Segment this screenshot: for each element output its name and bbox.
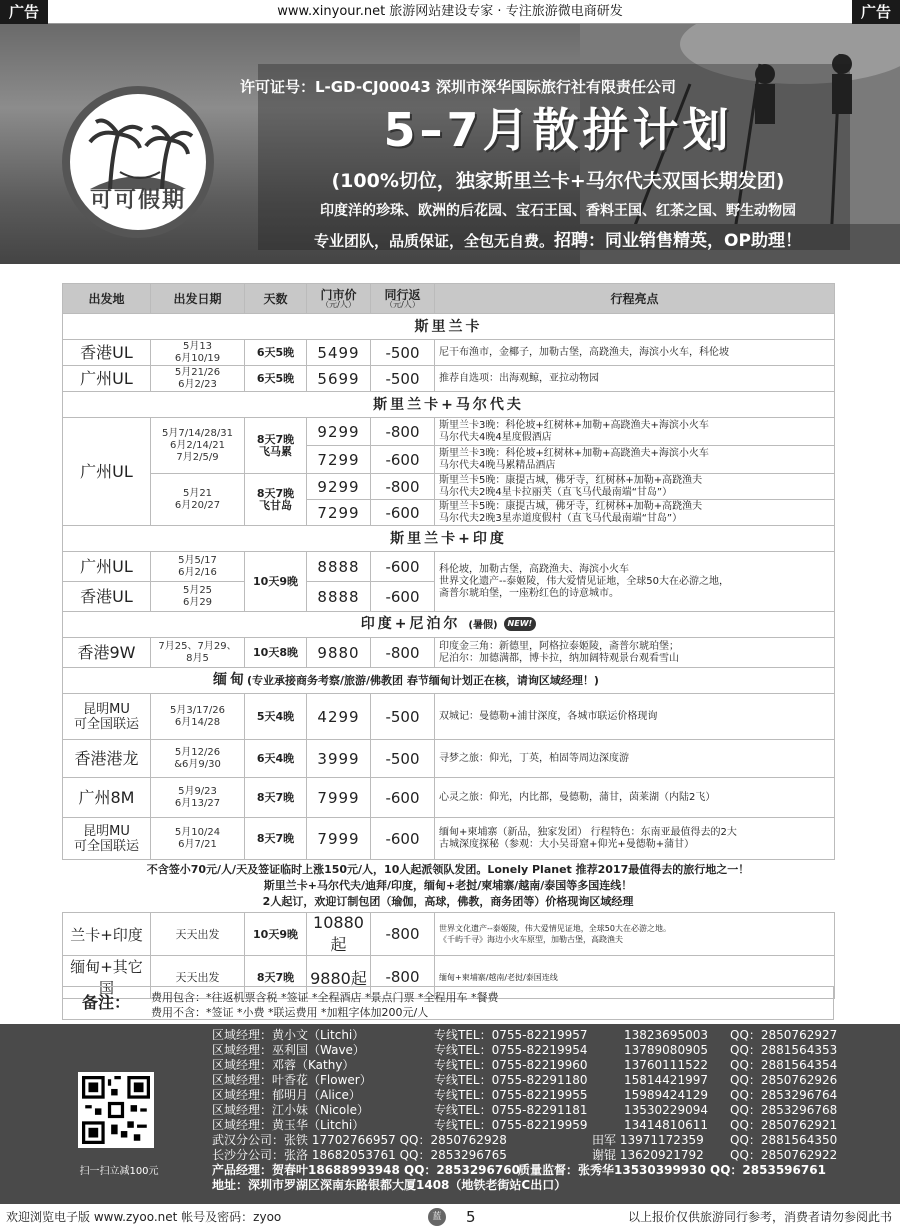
- retail-price: 7999: [307, 818, 371, 860]
- note-line: 斯里兰卡+马尔代夫/迪拜/印度，缅甸+老挝/柬埔寨/越南/泰国等多国连线！: [263, 879, 633, 892]
- depart-city: 兰卡+印度: [63, 913, 151, 956]
- manager-qq: QQ：2881564353: [730, 1043, 838, 1057]
- manager-mobile: 15989424129: [624, 1088, 708, 1102]
- recruit-line: [258, 226, 858, 251]
- manager-qq: QQ：2850762926: [730, 1073, 838, 1087]
- tour-schedule-table: [62, 283, 835, 860]
- manager-qq: QQ：2850762921: [730, 1118, 838, 1132]
- depart-date: 5月21/26 6月2/23: [151, 366, 245, 392]
- agent-return: -500: [371, 366, 435, 392]
- duration: 6天4晚: [245, 740, 307, 778]
- agent-return: -600: [371, 818, 435, 860]
- manager-mobile: 15814421997: [624, 1073, 708, 1087]
- section-title: [63, 612, 835, 638]
- manager-tel: 专线TEL：0755-82219960: [434, 1058, 588, 1072]
- depart-date: 5月10/24 6月7/21: [151, 818, 245, 860]
- manager-qq: QQ：2881564354: [730, 1058, 838, 1072]
- itinerary-highlight: 科伦坡，加勒古堡，高跷渔夫、海滨小火车 世界文化遗产--泰姬陵，伟大爱情见证地，全球50大在必游之地， 斋普尔琥珀堡，一座粉红色的诗意城市。: [435, 552, 835, 612]
- agent-return: -800: [371, 913, 435, 956]
- new-badge: NEW!: [504, 617, 537, 631]
- agent-return: -800: [371, 638, 435, 668]
- duration: 8天7晚: [245, 818, 307, 860]
- retail-price: 5499: [307, 340, 371, 366]
- manager-name: 区域经理：巫利国（Wave）: [212, 1043, 365, 1057]
- depart-date: 5月13 6月10/19: [151, 340, 245, 366]
- agent-return: -500: [371, 340, 435, 366]
- manager-mobile: 13414810611: [624, 1118, 708, 1132]
- retail-price: 8888: [307, 582, 371, 612]
- section-row: [63, 392, 835, 418]
- itinerary-highlight: 斯里兰卡5晚：康提古城，佛牙寺，红树林+加勒+高跷渔夫 马尔代夫2晚3星赤道度假村（直飞马代最南端“甘岛”）: [435, 500, 835, 526]
- agent-return: -800: [371, 956, 435, 999]
- section-title: 斯里兰卡+马尔代夫: [63, 392, 835, 418]
- section-note: (暑假): [468, 620, 498, 631]
- depart-date: 5月5/17 6月2/16: [151, 552, 245, 582]
- depart-date: 5月21 6月20/27: [151, 474, 245, 526]
- footer-website: 欢迎浏览电子版 www.zyoo.net 帐号及密码：zyoo: [6, 1210, 282, 1224]
- manager-mobile: 13823695003: [624, 1028, 708, 1042]
- manager-qq: QQ：2853296764: [730, 1088, 838, 1102]
- manager-mobile: 13530229094: [624, 1103, 708, 1117]
- retail-price: 5699: [307, 366, 371, 392]
- agent-return: -600: [371, 778, 435, 818]
- wuhan-branch: 武汉分公司：张铁 17702766957 QQ：2850762928: [212, 1133, 507, 1147]
- depart-date: 5月12/26 &6月9/30: [151, 740, 245, 778]
- col-header-days: 天数: [245, 284, 307, 314]
- manager-name: 区域经理：江小妹（Nicole）: [212, 1103, 369, 1117]
- duration: 6天5晚: [245, 340, 307, 366]
- duration: 5天4晚: [245, 694, 307, 740]
- depart-date: 5月25 6月29: [151, 582, 245, 612]
- site-slogan: www.xinyour.net 旅游网站建设专家 · 专注旅游微电商研发: [277, 4, 623, 19]
- wuhan-branch-qq: QQ：2881564350: [730, 1133, 838, 1147]
- agent-return: -500: [371, 740, 435, 778]
- itinerary-highlight: 世界文化遗产--泰姬陵，伟大爱情见证地，全球50大在必游之地。 《千屿千寻》海边小火车原型，加勒古堡，高跷渔夫: [435, 913, 835, 956]
- section-title: 斯里兰卡+印度: [63, 526, 835, 552]
- depart-city: 香港UL: [63, 340, 151, 366]
- depart-city: 广州UL: [63, 552, 151, 582]
- table-row: [63, 638, 835, 668]
- depart-city: 广州8M: [63, 778, 151, 818]
- table-row: [63, 552, 835, 582]
- manager-mobile: 13789080905: [624, 1043, 708, 1057]
- section-row: [63, 668, 835, 694]
- retail-price: 9880起: [307, 956, 371, 999]
- retail-price: 8888: [307, 552, 371, 582]
- retail-price: 9880: [307, 638, 371, 668]
- manager-name: 区域经理：叶香花（Flower）: [212, 1073, 372, 1087]
- fee-remarks: [62, 986, 834, 1020]
- recruit-notice: 招聘：同业销售精英，OP助理！: [554, 231, 802, 251]
- retail-price: 9299: [307, 418, 371, 446]
- depart-date: 天天出发: [151, 956, 245, 999]
- top-ad-bar: [0, 0, 900, 24]
- depart-date: 天天出发: [151, 913, 245, 956]
- itinerary-highlight: 心灵之旅：仰光，内比都，曼德勒，蒲甘，茵莱湖（内陆2飞）: [435, 778, 835, 818]
- manager-tel: 专线TEL：0755-82219959: [434, 1118, 588, 1132]
- flight-destination: 飞马累: [259, 444, 292, 458]
- itinerary-highlight: 斯里兰卡3晚：科伦坡+红树林+加勒+高跷渔夫+海滨小火车 马尔代夫4晚4星度假酒店: [435, 418, 835, 446]
- col-header-price: [307, 284, 371, 314]
- manager-name: 区域经理：黄小文（Litchi）: [212, 1028, 365, 1042]
- retail-price: 7999: [307, 778, 371, 818]
- return-unit: （元/人）: [385, 299, 420, 309]
- agent-return: -600: [371, 552, 435, 582]
- changsha-branch-qq: QQ：2850762922: [730, 1148, 838, 1162]
- product-manager: 产品经理：贺春叶18688993948 QQ：2853296760: [212, 1163, 520, 1177]
- depart-city: 广州UL: [63, 366, 151, 392]
- manager-qq: QQ：2850762927: [730, 1028, 838, 1042]
- table-row: [63, 418, 835, 446]
- itinerary-highlight: 斯里兰卡3晚：科伦坡+红树林+加勒+高跷渔夫+海滨小火车 马尔代夫4晚马累精品酒店: [435, 446, 835, 474]
- note-line: 2人起订，欢迎订制包团（瑜伽，高球，佛教，商务团等）价格现询区域经理: [262, 895, 634, 908]
- depart-date: 5月7/14/28/31 6月2/14/21 7月2/5/9: [151, 418, 245, 474]
- section-row: [63, 314, 835, 340]
- wuhan-branch-contact: 田军 13971172359: [592, 1133, 704, 1147]
- section-title: 斯里兰卡: [63, 314, 835, 340]
- agent-return: -600: [371, 582, 435, 612]
- duration: 8天7晚: [245, 778, 307, 818]
- retail-price: 3999: [307, 740, 371, 778]
- page-badge: 蓝: [428, 1208, 446, 1226]
- duration: [245, 418, 307, 474]
- depart-city: 缅甸+其它国: [63, 956, 151, 999]
- return-header-text: 同行返: [384, 287, 421, 302]
- table-row: [63, 740, 835, 778]
- retail-price: 4299: [307, 694, 371, 740]
- price-unit: （元/人）: [321, 299, 356, 309]
- itinerary-highlight: 推荐自选项：出海观鲸，亚拉动物园: [435, 366, 835, 392]
- itinerary-highlight: 双城记：曼德勒+浦甘深度，各城市联运价格现询: [435, 694, 835, 740]
- qr-code-icon: [82, 1076, 150, 1144]
- manager-tel: 专线TEL：0755-82291181: [434, 1103, 588, 1117]
- duration: [245, 474, 307, 526]
- table-header-row: [63, 284, 835, 314]
- manager-tel: 专线TEL：0755-82291180: [434, 1073, 588, 1087]
- itinerary-highlight: 印度金三角：新德里，阿格拉泰姬陵，斋普尔琥珀堡； 尼泊尔：加德满都，博卡拉，纳加阔特观景台观看雪山: [435, 638, 835, 668]
- section-note: (专业承接商务考察/旅游/佛教团 春节缅甸计划正在核，请询区域经理！): [247, 674, 599, 687]
- retail-price: 10880起: [307, 913, 371, 956]
- ad-label-right: 广告: [852, 0, 900, 24]
- table-row: [63, 474, 835, 500]
- agent-return: -600: [371, 500, 435, 526]
- manager-mobile: 13760111522: [624, 1058, 708, 1072]
- itinerary-highlight: 缅甸+柬埔寨/越南/老挝/泰国连线: [435, 956, 835, 999]
- col-header-highlights: 行程亮点: [435, 284, 835, 314]
- changsha-branch: 长沙分公司：张洛 18682053761 QQ：2853296765: [212, 1148, 507, 1162]
- quality-supervisor: 质量监督：张秀华13530399930 QQ：2853596761: [518, 1163, 826, 1177]
- depart-date: 5月9/23 6月13/27: [151, 778, 245, 818]
- retail-price: 7299: [307, 446, 371, 474]
- manager-qq: QQ：2853296768: [730, 1103, 838, 1117]
- itinerary-highlight: 尼干布渔市，金椰子，加勒古堡，高跷渔夫，海滨小火车，科伦坡: [435, 340, 835, 366]
- page-subtitle: (100%切位，独家斯里兰卡+马尔代夫双国长期发团): [331, 170, 785, 192]
- page-title: 5–7月散拼计划: [383, 103, 733, 157]
- section-title-text: 印度+尼泊尔: [360, 616, 461, 632]
- table-row: [63, 694, 835, 740]
- itinerary-highlight: 缅甸+柬埔寨（新品，独家发团） 行程特色：东南亚最值得去的2大 古城深度探秘（参观：大小吴哥窟+仰光+曼德勒+蒲甘）: [435, 818, 835, 860]
- hero-banner: [0, 24, 900, 264]
- duration: 8天7晚: [245, 956, 307, 999]
- footer-disclaimer: 以上报价仅供旅游同行参考，消费者请勿参阅此书: [627, 1210, 892, 1224]
- table-row: [63, 818, 835, 860]
- retail-price: 9299: [307, 474, 371, 500]
- agent-return: -800: [371, 418, 435, 446]
- agent-return: -800: [371, 474, 435, 500]
- page-number: 5: [466, 1208, 476, 1226]
- contact-panel: [0, 1024, 900, 1204]
- wechat-qr-code[interactable]: [78, 1072, 154, 1148]
- qr-caption: 扫一扫立减100元: [79, 1166, 159, 1177]
- table-row: [63, 340, 835, 366]
- depart-date: 5月3/17/26 6月14/28: [151, 694, 245, 740]
- duration: 6天5晚: [245, 366, 307, 392]
- manager-tel: 专线TEL：0755-82219954: [434, 1043, 588, 1057]
- license-line: 许可证号：L-GD-CJ00043 深圳市深华国际旅行社有限责任公司: [240, 78, 677, 96]
- section-row: [63, 526, 835, 552]
- duration: 10天8晚: [245, 638, 307, 668]
- fee-excluded: 费用不含：*签证 *小费 *联运费用 *加粗字体加200元/人: [151, 1006, 429, 1019]
- page-footer: [0, 1204, 900, 1230]
- price-header-text: 门市价: [320, 287, 357, 302]
- duration-text: 8天7晚: [256, 486, 295, 500]
- duration: 10天9晚: [245, 913, 307, 956]
- depart-city: 昆明MU 可全国联运: [63, 818, 151, 860]
- manager-name: 区域经理：黄玉华（Litchi）: [212, 1118, 365, 1132]
- logo-text: 可可假期: [89, 188, 186, 213]
- itinerary-highlight: 寻梦之旅：仰光，丁英，柏固等周边深度游: [435, 740, 835, 778]
- section-row: [63, 612, 835, 638]
- duration: 10天9晚: [245, 552, 307, 612]
- fee-included: 费用包含：*往返机票含税 *签证 *全程酒店 *景点门票 *全程用车 *餐费: [151, 991, 499, 1004]
- depart-city: 昆明MU 可全国联运: [63, 694, 151, 740]
- itinerary-highlight: 斯里兰卡5晚：康提古城，佛牙寺，红树林+加勒+高跷渔夫 马尔代夫2晚4星卡拉丽芙（直飞马代最南端“甘岛”）: [435, 474, 835, 500]
- office-address: 地址：深圳市罗湖区深南东路银都大厦1408（地铁老街站C出口）: [212, 1178, 567, 1192]
- retail-price: 7299: [307, 500, 371, 526]
- depart-city: 香港港龙: [63, 740, 151, 778]
- duration-text: 8天7晚: [256, 432, 295, 446]
- ad-label-left: 广告: [0, 0, 48, 24]
- manager-tel: 专线TEL：0755-82219957: [434, 1028, 588, 1042]
- kekejiaqi-logo: [62, 86, 214, 238]
- depart-city: 香港UL: [63, 582, 151, 612]
- table-row: [63, 778, 835, 818]
- col-header-date: 出发日期: [151, 284, 245, 314]
- depart-date: 7月25、7月29、 8月5: [151, 638, 245, 668]
- manager-name: 区域经理：邓蓉（Kathy）: [212, 1058, 355, 1072]
- section-title: [63, 668, 835, 694]
- depart-city: 广州UL: [63, 418, 151, 526]
- section-title-text: 缅甸: [213, 672, 247, 688]
- depart-city: 香港9W: [63, 638, 151, 668]
- col-header-from: 出发地: [63, 284, 151, 314]
- col-header-return: [371, 284, 435, 314]
- remarks-label: 备注：: [81, 993, 130, 1012]
- agent-return: -600: [371, 446, 435, 474]
- table-row: [63, 913, 835, 956]
- flight-destination: 飞甘岛: [259, 498, 292, 512]
- tagline: 印度洋的珍珠、欧洲的后花园、宝石王国、香料王国、红茶之国、野生动物园: [320, 203, 796, 219]
- changsha-branch-contact: 谢锟 13620921792: [592, 1148, 704, 1162]
- table-row: [63, 366, 835, 392]
- service-promise: 专业团队，品质保证，全包无自费。: [314, 232, 555, 250]
- agent-return: -500: [371, 694, 435, 740]
- note-line: 不含签小70元/人/天及签证临时上涨150元/人，10人起派领队发团。Lonely Planet 推荐2017最值得去的旅行地之一！: [146, 863, 750, 876]
- notes-block: [62, 862, 834, 910]
- manager-name: 区域经理：郁明月（Alice）: [212, 1088, 361, 1102]
- manager-tel: 专线TEL：0755-82219955: [434, 1088, 588, 1102]
